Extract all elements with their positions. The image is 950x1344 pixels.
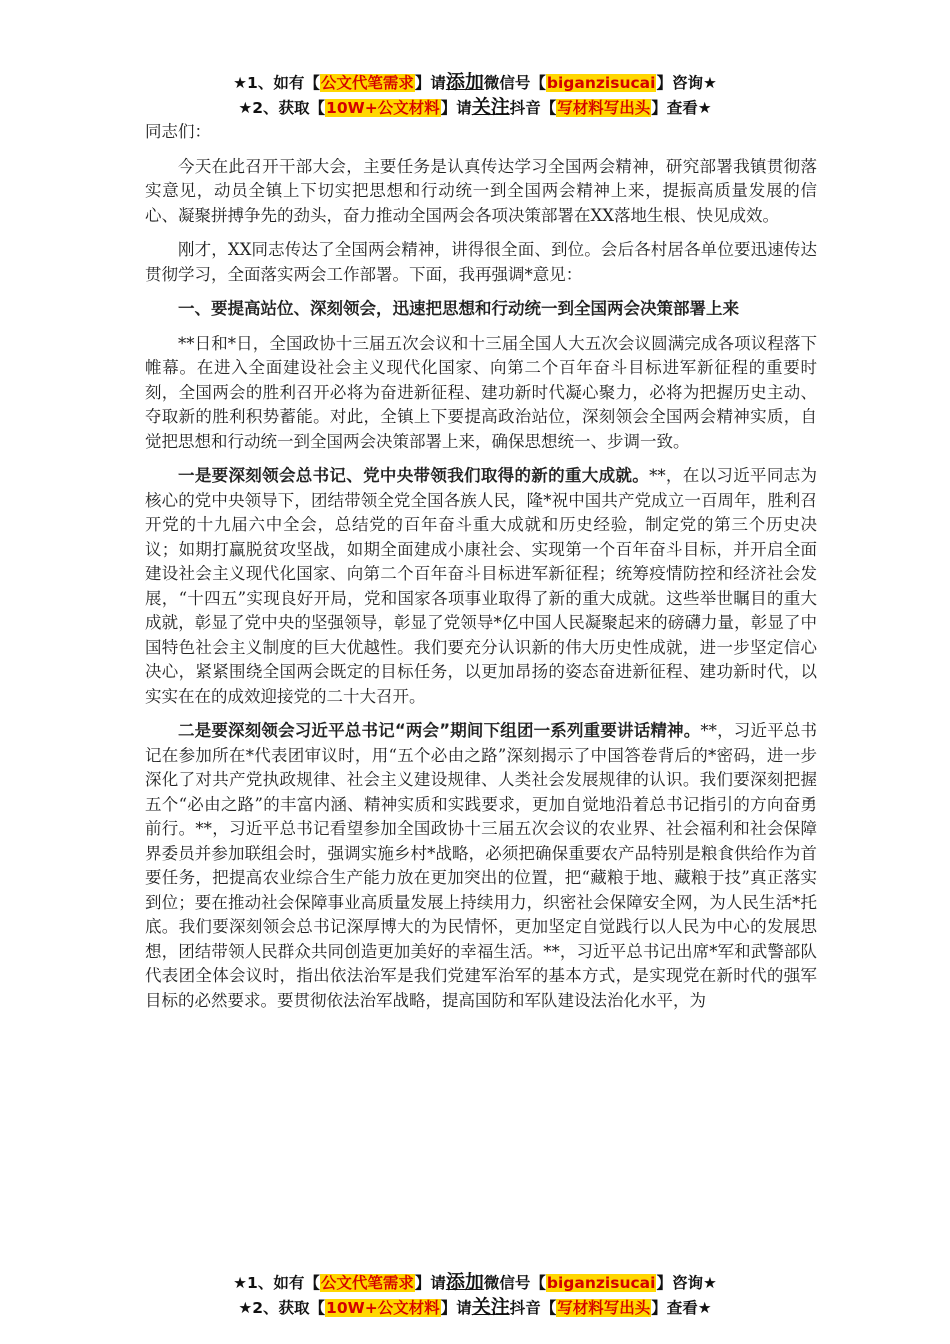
section-heading-1: 一、要提高站位、深刻领会，迅速把思想和行动统一到全国两会决策部署上来 xyxy=(178,299,739,318)
wechat-id: biganzisucai xyxy=(546,74,656,92)
greeting: 同志们： xyxy=(145,122,211,141)
douyin-id: 写材料写出头 xyxy=(557,1299,651,1317)
promo-line-1: ★1、如有【公文代笔需求】请添加微信号【biganzisucai】咨询★ xyxy=(233,71,717,93)
highlight-text: 公文代笔需求 xyxy=(320,1274,414,1292)
document-body xyxy=(145,120,817,1023)
point-lead: 一是要深刻领会总书记、党中央带领我们取得的新的重大成就。 xyxy=(178,466,650,485)
paragraph-transition: 刚才，XX同志传达了全国两会精神，讲得很全面、到位。会后各村居各单位要迅速传达贯彻学习，全面落实两会工作部署。下面，我再强调*意见： xyxy=(145,240,817,284)
paragraph-point-2: 二是要深刻领会习近平总书记“两会”期间下组团一系列重要讲话精神。**，习近平总书记在参加所在*代表团审议时，用“五个必由之路”深刻揭示了中国答卷背后的*密码，进一步深化了对共产党执政规律、社会主义建设规律、人类社会发展规律的认识。我们要深刻把握五个“必由之路”的丰富内涵、精神实质和实践要求，更加自觉地沿着总书记指引的方向奋勇前行。**，习近平总书记看望参加全国政协十三届五次会议的农业界、社会福利和社会保障界委员并参加联组会时，强调实施乡村*战略，必须把确保重要农产品特别是粮食供给作为首要任务，把提高农业综合生产能力放在更加突出的位置，把“藏粮于地、藏粮于技”真正落实到位；要在推动社会保障事业高质量发展上持续用力，织密社会保障安全网，为人民生活*托底。我们要深刻领会总书记深厚博大的为民情怀，更加坚定自觉践行以人民为中心的发展思想，团结带领人民群众共同创造更加美好的幸福生活。**，习近平总书记出席*军和武警部队代表团全体会议时，指出依法治军是我们党建军治军的基本方式，是实现党在新时代的强军目标的必然要求。要贯彻依法治军战略，提高国防和军队建设法治化水平，为 xyxy=(145,721,817,1010)
promo-banner-top xyxy=(0,70,950,120)
promo-line-1: ★1、如有【公文代笔需求】请添加微信号【biganzisucai】咨询★ xyxy=(233,1271,717,1293)
wechat-id: biganzisucai xyxy=(546,1274,656,1292)
highlight-text: 10W+公文材料 xyxy=(326,1299,440,1317)
paragraph-section-1: **日和*日，全国政协十三届五次会议和十三届全国人大五次会议圆满完成各项议程落下帷幕。在进入全面建设社会主义现代化国家、向第二个百年奋斗目标进军新征程的重要时刻，全国两会的胜利召开必将为奋进新征程、建功新时代凝心聚力，必将为把握历史主动、夺取新的胜利积势蓄能。对此，全镇上下要提高政治站位，深刻领会全国两会精神实质，自觉把思想和行动统一到全国两会决策部署上来，确保思想统一、步调一致。 xyxy=(145,333,817,451)
promo-line-2: ★2、获取【10W+公文材料】请关注抖音【写材料写出头】查看★ xyxy=(238,96,712,118)
paragraph-point-1: 一是要深刻领会总书记、党中央带领我们取得的新的重大成就。**，在以习近平同志为核心的党中央领导下，团结带领全党全国各族人民，隆*祝中国共产党成立一百周年，胜利召开党的十九届六中全会，总结党的百年奋斗重大成就和历史经验，制定党的第三个历史决议；如期打赢脱贫攻坚战，如期全面建成小康社会、实现第一个百年奋斗目标，并开启全面建设社会主义现代化国家、向第二个百年奋斗目标进军新征程；统筹疫情防控和经济社会发展，“十四五”实现良好开局，党和国家各项事业取得了新的重大成就。这些举世瞩目的重大成就，彰显了党中央的坚强领导，彰显了党领导*亿中国人民凝聚起来的磅礴力量，彰显了中国特色社会主义制度的巨大优越性。我们要充分认识新的伟大历史性成就，进一步坚定信心决心，紧紧围绕全国两会既定的目标任务，以更加昂扬的姿态奋进新征程、建功新时代，以实实在在的成效迎接党的二十大召开。 xyxy=(145,466,818,706)
promo-banner-bottom xyxy=(0,1270,950,1320)
promo-line-2: ★2、获取【10W+公文材料】请关注抖音【写材料写出头】查看★ xyxy=(238,1296,712,1318)
douyin-id: 写材料写出头 xyxy=(557,99,651,117)
paragraph-intro: 今天在此召开干部大会，主要任务是认真传达学习全国两会精神，研究部署我镇贯彻落实意见，动员全镇上下切实把思想和行动统一到全国两会精神上来，提振高质量发展的信心、凝聚拼搏争先的劲头，奋力推动全国两会各项决策部署在XX落地生根、快见成效。 xyxy=(145,156,817,225)
highlight-text: 公文代笔需求 xyxy=(320,74,414,92)
highlight-text: 10W+公文材料 xyxy=(326,99,440,117)
point-lead: 二是要深刻领会习近平总书记“两会”期间下组团一系列重要讲话精神。 xyxy=(178,721,701,740)
